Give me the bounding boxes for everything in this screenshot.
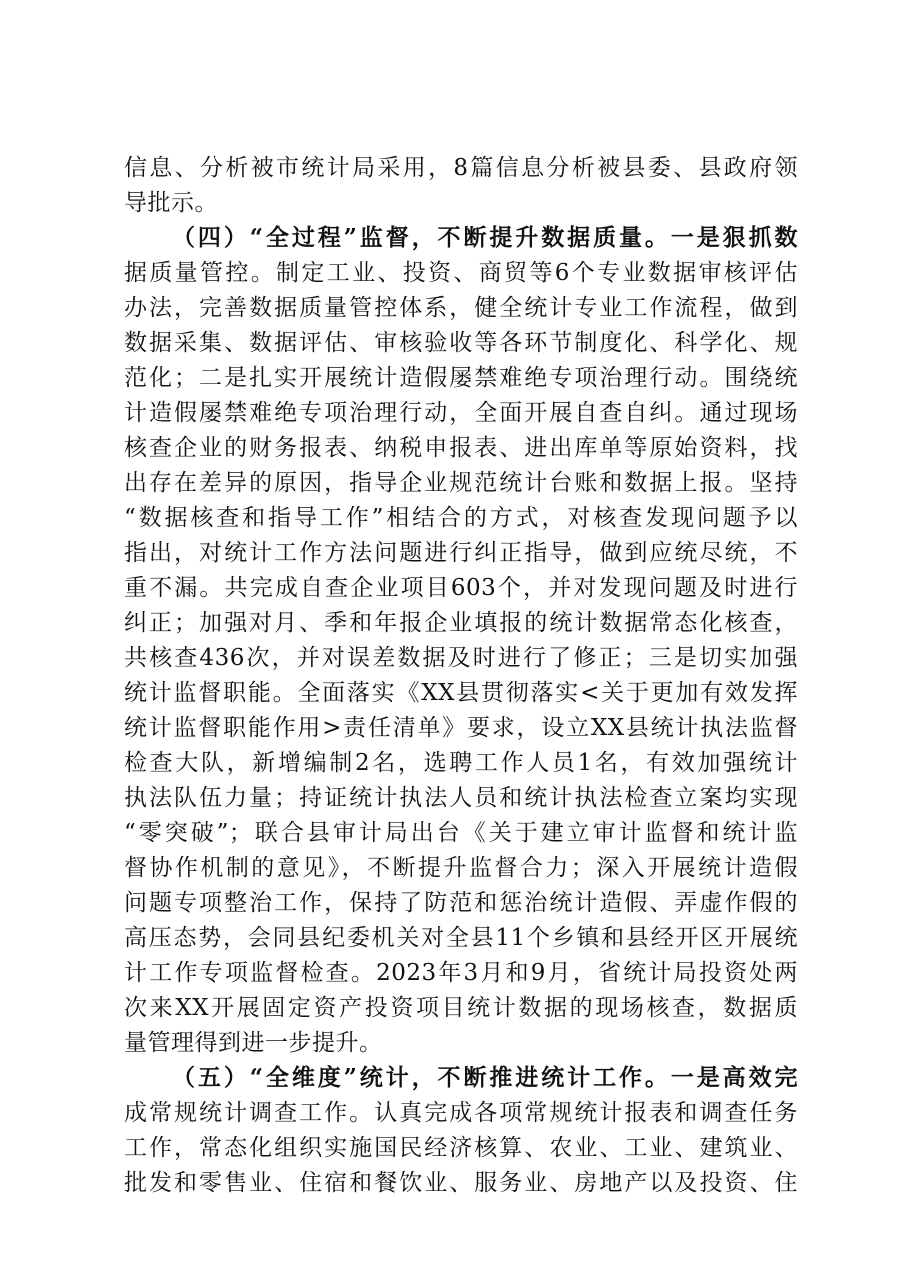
body-text-line: 办法，完善数据质量管控体系，健全统计专业工作流程，做到 [124,295,798,321]
body-text-line: 执法队伍力量；持证统计执法人员和统计执法检查立案均实现 [124,785,798,811]
body-text-line: “零突破”；联合县审计局出台《关于建立审计监督和统计监 [124,820,798,846]
section-heading-line: （五）“全维度”统计，不断推进统计工作。一是高效完 [172,1064,798,1091]
body-text-line: 据质量管控。制定工业、投资、商贸等6个专业数据审核评估 [124,260,798,286]
body-text-line: 检查大队，新增编制2名，选聘工作人员1名，有效加强统计 [124,750,798,776]
body-text-line: 指出，对统计工作方法问题进行纠正指导，做到应统尽统，不 [124,540,798,566]
body-text-line: 督协作机制的意见》，不断提升监督合力；深入开展统计造假 [124,855,798,881]
body-text-line: 导批示。 [124,190,218,216]
body-text-line: 计工作专项监督检查。2023年3月和9月，省统计局投资处两 [124,960,798,986]
body-text-line: 统计监督职能。全面落实《XX县贯彻落实<关于更加有效发挥 [124,680,798,706]
body-text-line: 纠正；加强对月、季和年报企业填报的统计数据常态化核查， [124,610,798,636]
body-text-line: 工作，常态化组织实施国民经济核算、农业、工业、建筑业、 [124,1135,798,1161]
body-text-line: 高压态势，会同县纪委机关对全县11个乡镇和县经开区开展统 [124,925,798,951]
body-text-line: 量管理得到进一步提升。 [124,1030,383,1056]
body-text-line: 次来XX开展固定资产投资项目统计数据的现场核查，数据质 [124,995,798,1021]
body-text-line: 统计监督职能作用>责任清单》要求，设立XX县统计执法监督 [124,715,798,741]
body-text-line: 出存在差异的原因，指导企业规范统计台账和数据上报。坚持 [124,470,798,496]
body-text-line: 批发和零售业、住宿和餐饮业、服务业、房地产以及投资、住 [124,1170,798,1196]
body-text-line: 核查企业的财务报表、纳税申报表、进出库单等原始资料，找 [124,435,798,461]
body-text-line: 重不漏。共完成自查企业项目603个，并对发现问题及时进行 [124,575,798,601]
body-text-line: “数据核查和指导工作”相结合的方式，对核查发现问题予以 [124,505,798,531]
body-text-line: 信息、分析被市统计局采用，8篇信息分析被县委、县政府领 [124,155,798,181]
body-text-line: 成常规统计调查工作。认真完成各项常规统计报表和调查任务 [124,1100,798,1126]
body-text-line: 范化；二是扎实开展统计造假屡禁难绝专项治理行动。围绕统 [124,365,798,391]
body-text-line: 共核查436次，并对误差数据及时进行了修正；三是切实加强 [124,645,798,671]
section-heading-line: （四）“全过程”监督，不断提升数据质量。一是狠抓数 [172,224,798,251]
body-text-line: 问题专项整治工作，保持了防范和惩治统计造假、弄虚作假的 [124,890,798,916]
body-text-line: 数据采集、数据评估、审核验收等各环节制度化、科学化、规 [124,330,798,356]
body-text-line: 计造假屡禁难绝专项治理行动，全面开展自查自纠。通过现场 [124,400,798,426]
